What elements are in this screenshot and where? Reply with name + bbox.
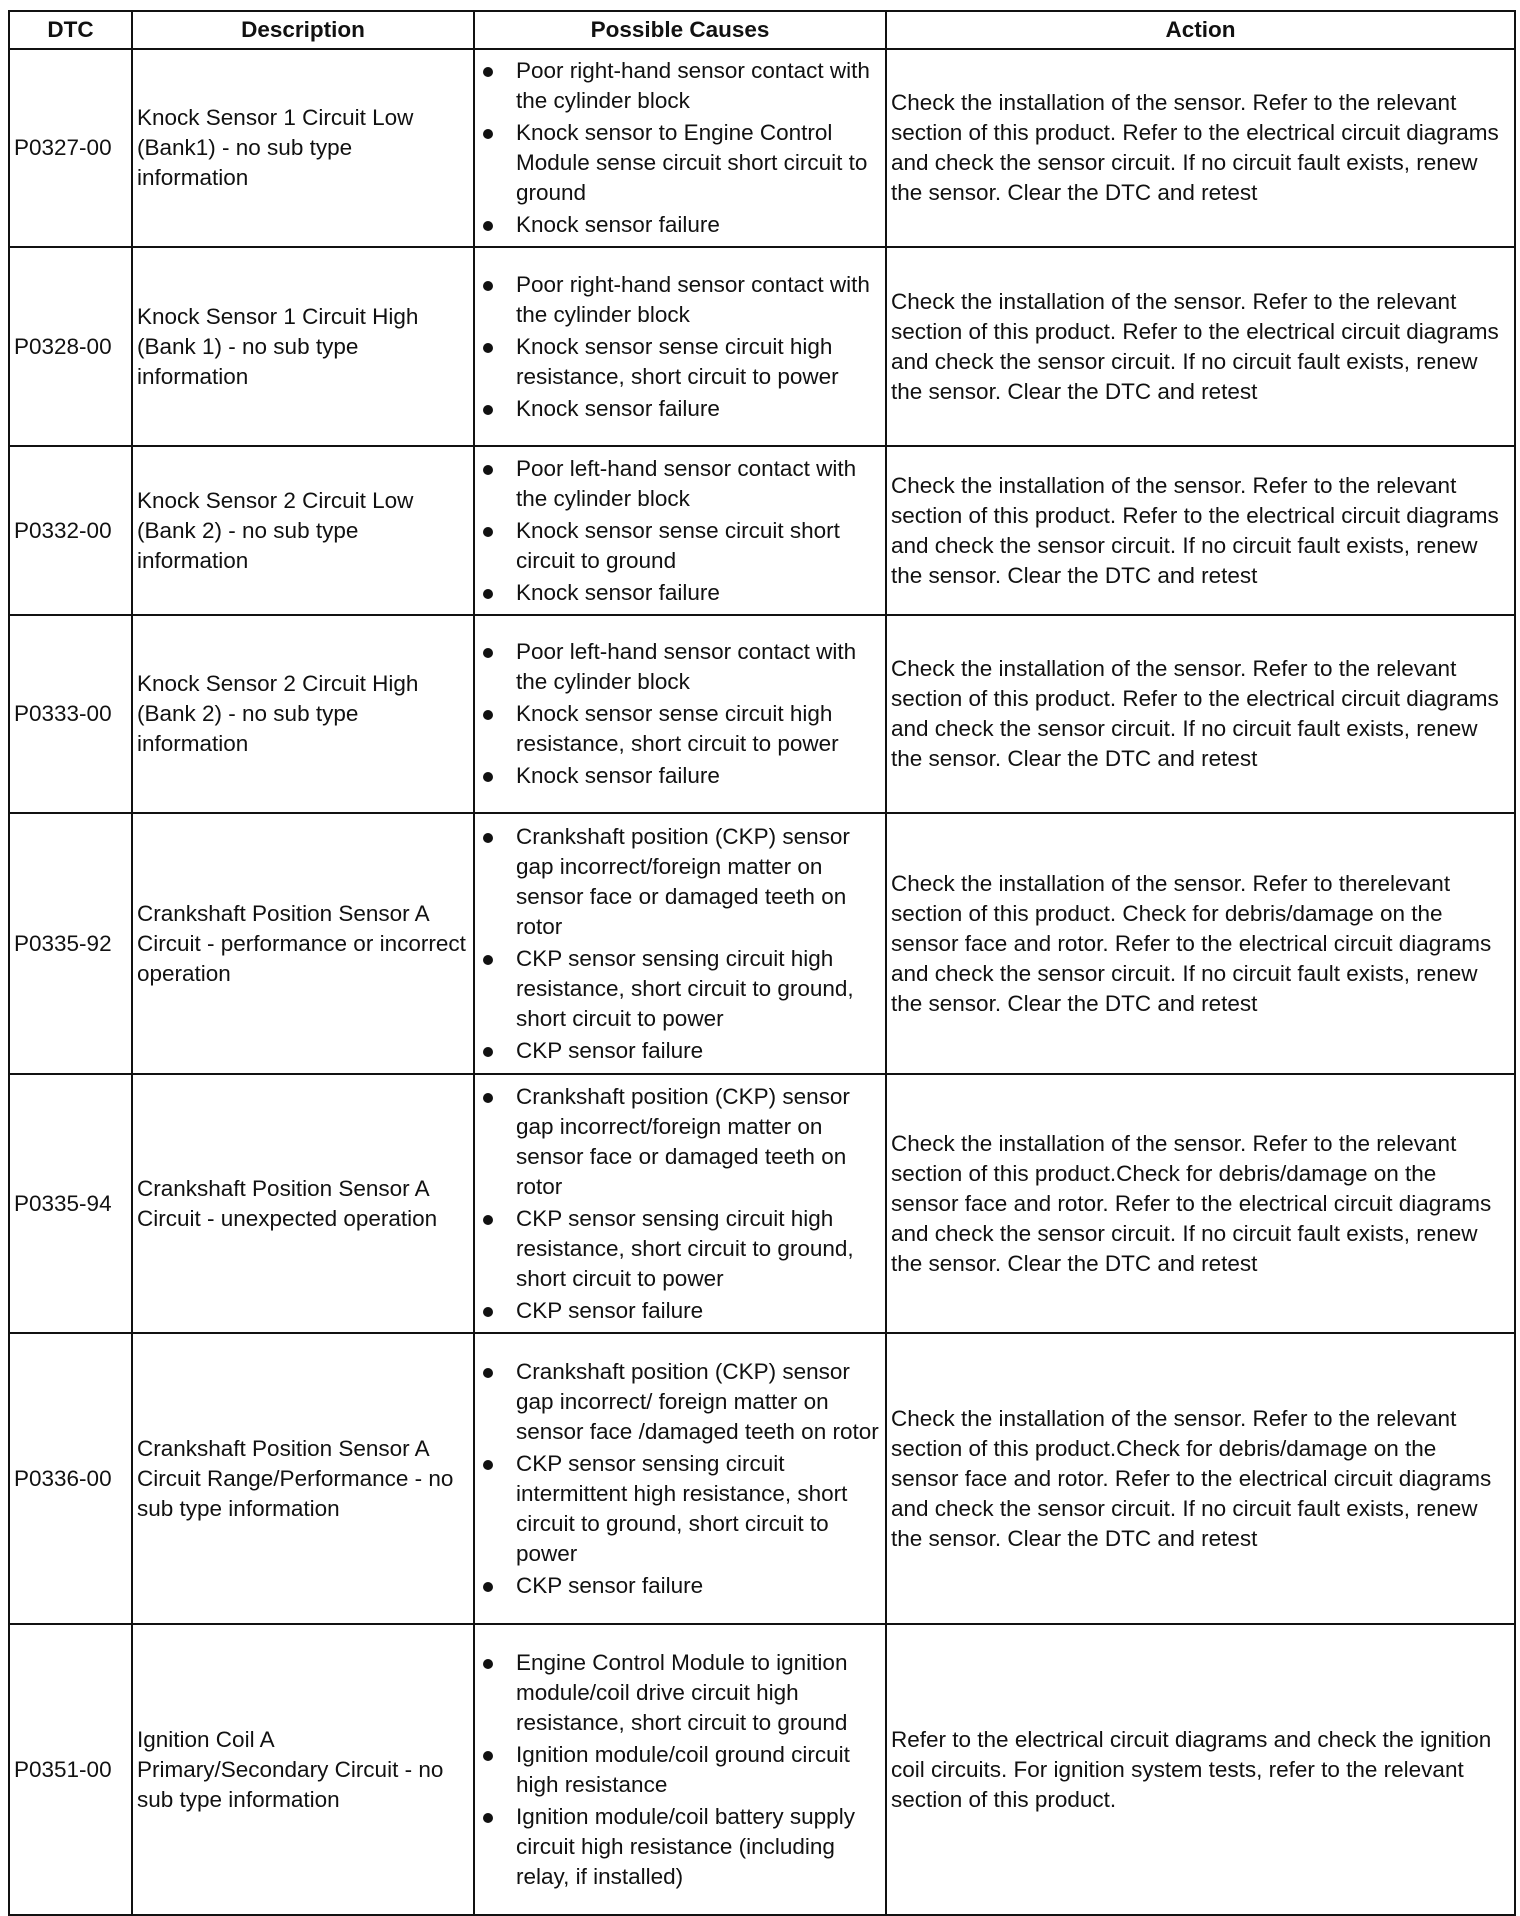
dtc-action: Check the installation of the sensor. Refer to therelevant section of this product. Check for debris/damage on the sensor face and rotor. Refer to the electrical circuit diagrams and check the sensor circuit. If no circuit fault exists, renew the sensor. Clear the DTC and retest (886, 813, 1515, 1074)
cause-item: CKP sensor failure (479, 1296, 881, 1326)
dtc-code: P0335-94 (9, 1074, 132, 1333)
dtc-table (8, 10, 1516, 1916)
cause-item: CKP sensor failure (479, 1036, 881, 1066)
dtc-description: Ignition Coil A Primary/Secondary Circuit - no sub type information (132, 1624, 474, 1915)
dtc-action: Check the installation of the sensor. Refer to the relevant section of this product.Check for debris/damage on the sensor face and rotor. Refer to the electrical circuit diagrams and check the sensor circuit. If no circuit fault exists, renew the sensor. Clear the DTC and retest (886, 1074, 1515, 1333)
dtc-description: Crankshaft Position Sensor A Circuit - unexpected operation (132, 1074, 474, 1333)
possible-causes (474, 49, 886, 247)
dtc-action: Check the installation of the sensor. Refer to the relevant section of this product.Check for debris/damage on the sensor face and rotor. Refer to the electrical circuit diagrams and check the sensor circuit. If no circuit fault exists, renew the sensor. Clear the DTC and retest (886, 1333, 1515, 1624)
table-row (9, 247, 1515, 446)
table-header-row (9, 11, 1515, 49)
cause-item: Knock sensor failure (479, 578, 881, 608)
cause-item: Knock sensor sense circuit high resistance, short circuit to power (479, 699, 881, 759)
column-header-action: Action (886, 11, 1515, 49)
table-row (9, 1074, 1515, 1333)
cause-item: Poor right-hand sensor contact with the cylinder block (479, 56, 881, 116)
column-header-description: Description (132, 11, 474, 49)
table-row (9, 1624, 1515, 1915)
dtc-code: P0328-00 (9, 247, 132, 446)
table-row (9, 813, 1515, 1074)
possible-causes (474, 615, 886, 813)
dtc-action: Check the installation of the sensor. Refer to the relevant section of this product. Refer to the electrical circuit diagrams and check the sensor circuit. If no circuit fault exists, renew the sensor. Clear the DTC and retest (886, 446, 1515, 615)
dtc-action: Check the installation of the sensor. Refer to the relevant section of this product. Refer to the electrical circuit diagrams and check the sensor circuit. If no circuit fault exists, renew the sensor. Clear the DTC and retest (886, 247, 1515, 446)
possible-causes (474, 813, 886, 1074)
cause-item: Knock sensor failure (479, 761, 881, 791)
cause-item: Knock sensor failure (479, 394, 881, 424)
cause-item: CKP sensor sensing circuit high resistance, short circuit to ground, short circuit to power (479, 944, 881, 1034)
dtc-description: Crankshaft Position Sensor A Circuit Range/Performance - no sub type information (132, 1333, 474, 1624)
cause-item: Knock sensor sense circuit high resistance, short circuit to power (479, 332, 881, 392)
dtc-action: Check the installation of the sensor. Refer to the relevant section of this product. Refer to the electrical circuit diagrams and check the sensor circuit. If no circuit fault exists, renew the sensor. Clear the DTC and retest (886, 49, 1515, 247)
cause-item: Ignition module/coil ground circuit high resistance (479, 1740, 881, 1800)
cause-item: CKP sensor failure (479, 1571, 881, 1601)
cause-item: Engine Control Module to ignition module/coil drive circuit high resistance, short circuit to ground (479, 1648, 881, 1738)
cause-item: Poor left-hand sensor contact with the cylinder block (479, 637, 881, 697)
table-row (9, 1333, 1515, 1624)
dtc-description: Knock Sensor 1 Circuit High (Bank 1) - no sub type information (132, 247, 474, 446)
column-header-causes: Possible Causes (474, 11, 886, 49)
cause-item: Crankshaft position (CKP) sensor gap incorrect/foreign matter on sensor face or damaged teeth on rotor (479, 822, 881, 942)
dtc-description: Crankshaft Position Sensor A Circuit - performance or incorrect operation (132, 813, 474, 1074)
dtc-description: Knock Sensor 2 Circuit Low (Bank 2) - no sub type information (132, 446, 474, 615)
cause-item: Knock sensor to Engine Control Module sense circuit short circuit to ground (479, 118, 881, 208)
dtc-description: Knock Sensor 2 Circuit High (Bank 2) - no sub type information (132, 615, 474, 813)
cause-item: Poor left-hand sensor contact with the cylinder block (479, 454, 881, 514)
dtc-code: P0327-00 (9, 49, 132, 247)
dtc-code: P0335-92 (9, 813, 132, 1074)
table-row (9, 446, 1515, 615)
dtc-code: P0336-00 (9, 1333, 132, 1624)
cause-item: Knock sensor sense circuit short circuit to ground (479, 516, 881, 576)
dtc-action: Check the installation of the sensor. Refer to the relevant section of this product. Refer to the electrical circuit diagrams and check the sensor circuit. If no circuit fault exists, renew the sensor. Clear the DTC and retest (886, 615, 1515, 813)
dtc-action: Refer to the electrical circuit diagrams and check the ignition coil circuits. For ignition system tests, refer to the relevant section of this product. (886, 1624, 1515, 1915)
cause-item: Crankshaft position (CKP) sensor gap incorrect/ foreign matter on sensor face /damaged teeth on rotor (479, 1357, 881, 1447)
cause-item: Poor right-hand sensor contact with the cylinder block (479, 270, 881, 330)
column-header-dtc: DTC (9, 11, 132, 49)
possible-causes (474, 1333, 886, 1624)
table-row (9, 49, 1515, 247)
possible-causes (474, 247, 886, 446)
possible-causes (474, 1624, 886, 1915)
cause-item: Knock sensor failure (479, 210, 881, 240)
cause-item: CKP sensor sensing circuit intermittent high resistance, short circuit to ground, short circuit to power (479, 1449, 881, 1569)
dtc-code: P0351-00 (9, 1624, 132, 1915)
cause-item: CKP sensor sensing circuit high resistance, short circuit to ground, short circuit to power (479, 1204, 881, 1294)
table-row (9, 615, 1515, 813)
cause-item: Crankshaft position (CKP) sensor gap incorrect/foreign matter on sensor face or damaged teeth on rotor (479, 1082, 881, 1202)
possible-causes (474, 1074, 886, 1333)
cause-item: Ignition module/coil battery supply circuit high resistance (including relay, if installed) (479, 1802, 881, 1892)
dtc-description: Knock Sensor 1 Circuit Low (Bank1) - no sub type information (132, 49, 474, 247)
dtc-code: P0332-00 (9, 446, 132, 615)
possible-causes (474, 446, 886, 615)
dtc-code: P0333-00 (9, 615, 132, 813)
